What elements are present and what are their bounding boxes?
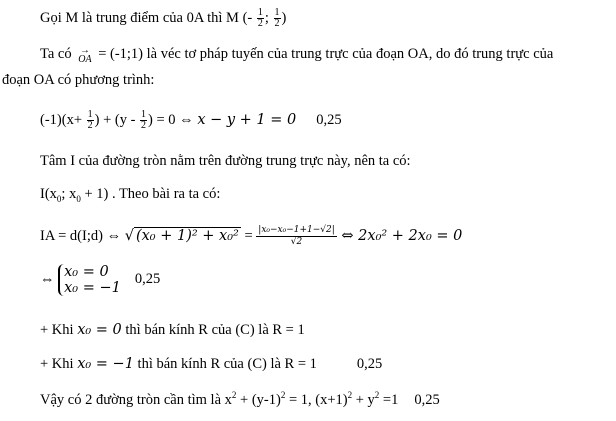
text: ⇔: [40, 271, 59, 288]
text: = 1, (x+1): [285, 391, 348, 408]
vector-oa: → OA: [78, 45, 92, 65]
fraction: $\frac{1}{2}$: [141, 109, 147, 131]
text: ;: [264, 9, 273, 26]
line-solution-system: [40, 264, 160, 296]
line-equation-intro: [2, 72, 154, 89]
square-root: √ (x₀ + 1)² + x₀²: [124, 227, 239, 244]
equation-system: x₀ = 0 x₀ = −1: [58, 264, 121, 296]
score: 0,25: [134, 271, 161, 288]
text: ; x: [61, 186, 77, 202]
text: I(x: [40, 186, 57, 202]
score: 0,25: [414, 391, 440, 408]
fraction: $\frac{1}{2}$: [257, 7, 263, 29]
math-expression: x₀ = 0: [77, 322, 122, 338]
text: ) + (y -: [94, 111, 140, 128]
fraction: $\frac{\text{|x₀−x₀−1+1−√2|}}{√2}$: [258, 225, 335, 247]
fraction: $\frac{1}{2}$: [87, 109, 93, 131]
line-conclusion: Vậy có 2 đường tròn cần tìm là $x^2 + (y-1)^2 = 1$, $(x+1)^2 + y^2 =1$ 0,25: [40, 390, 440, 408]
text: Gọi M là trung điểm của 0A thì M (-: [40, 9, 256, 26]
line-distance-equation: [40, 225, 462, 248]
text: =: [240, 227, 257, 244]
text: + 1) . Theo bài ra ta có:: [80, 186, 221, 202]
text: ) = 0 ⇔: [148, 111, 198, 128]
line-midpoint: [40, 8, 286, 29]
arrow-icon: →: [79, 45, 90, 56]
line-center-on-bisector: [40, 153, 411, 170]
line-case-x0-zero: [40, 322, 305, 339]
text: IA = d(I;d) ⇔: [40, 227, 125, 244]
text: thì bán kính R của (C) là R = 1: [133, 356, 317, 372]
line-center-coordinates: $I(x_0$; $x_0 + 1$) . Theo bài ra ta có:: [40, 186, 221, 204]
line-case-x0-minus-one: [40, 356, 382, 373]
math-expression: x − y + 1 = 0: [197, 111, 297, 128]
text: =1: [379, 391, 399, 408]
fraction: $\frac{1}{2}$: [274, 7, 280, 29]
text: + Khi: [40, 356, 78, 372]
text: = (-1;1) là véc tơ pháp tuyến của trung trực của đoạn OA, do đó trung trực của: [94, 46, 554, 62]
text: thì bán kính R của (C) là R = 1: [121, 322, 305, 338]
text: ): [281, 9, 287, 26]
text: + y: [352, 391, 375, 408]
text: (-1)(x+: [40, 111, 86, 128]
text: + Khi: [40, 322, 78, 338]
text: Vậy có 2 đường tròn cần tìm là x: [40, 391, 232, 408]
text: Ta có: [40, 46, 76, 62]
text: + (y-1): [236, 391, 281, 408]
text: Tâm I của đường tròn nằm trên đường trung trực này, nên ta có:: [40, 153, 411, 169]
math-expression: x₀ = −1: [77, 356, 134, 372]
line-normal-vector: [40, 46, 553, 65]
math-expression: ⇔ 2x₀² + 2x₀ = 0: [336, 227, 463, 244]
score: 0,25: [356, 356, 383, 372]
line-bisector-equation: [40, 110, 342, 131]
score: 0,25: [316, 111, 342, 128]
text: đoạn OA có phương trình:: [2, 72, 155, 88]
